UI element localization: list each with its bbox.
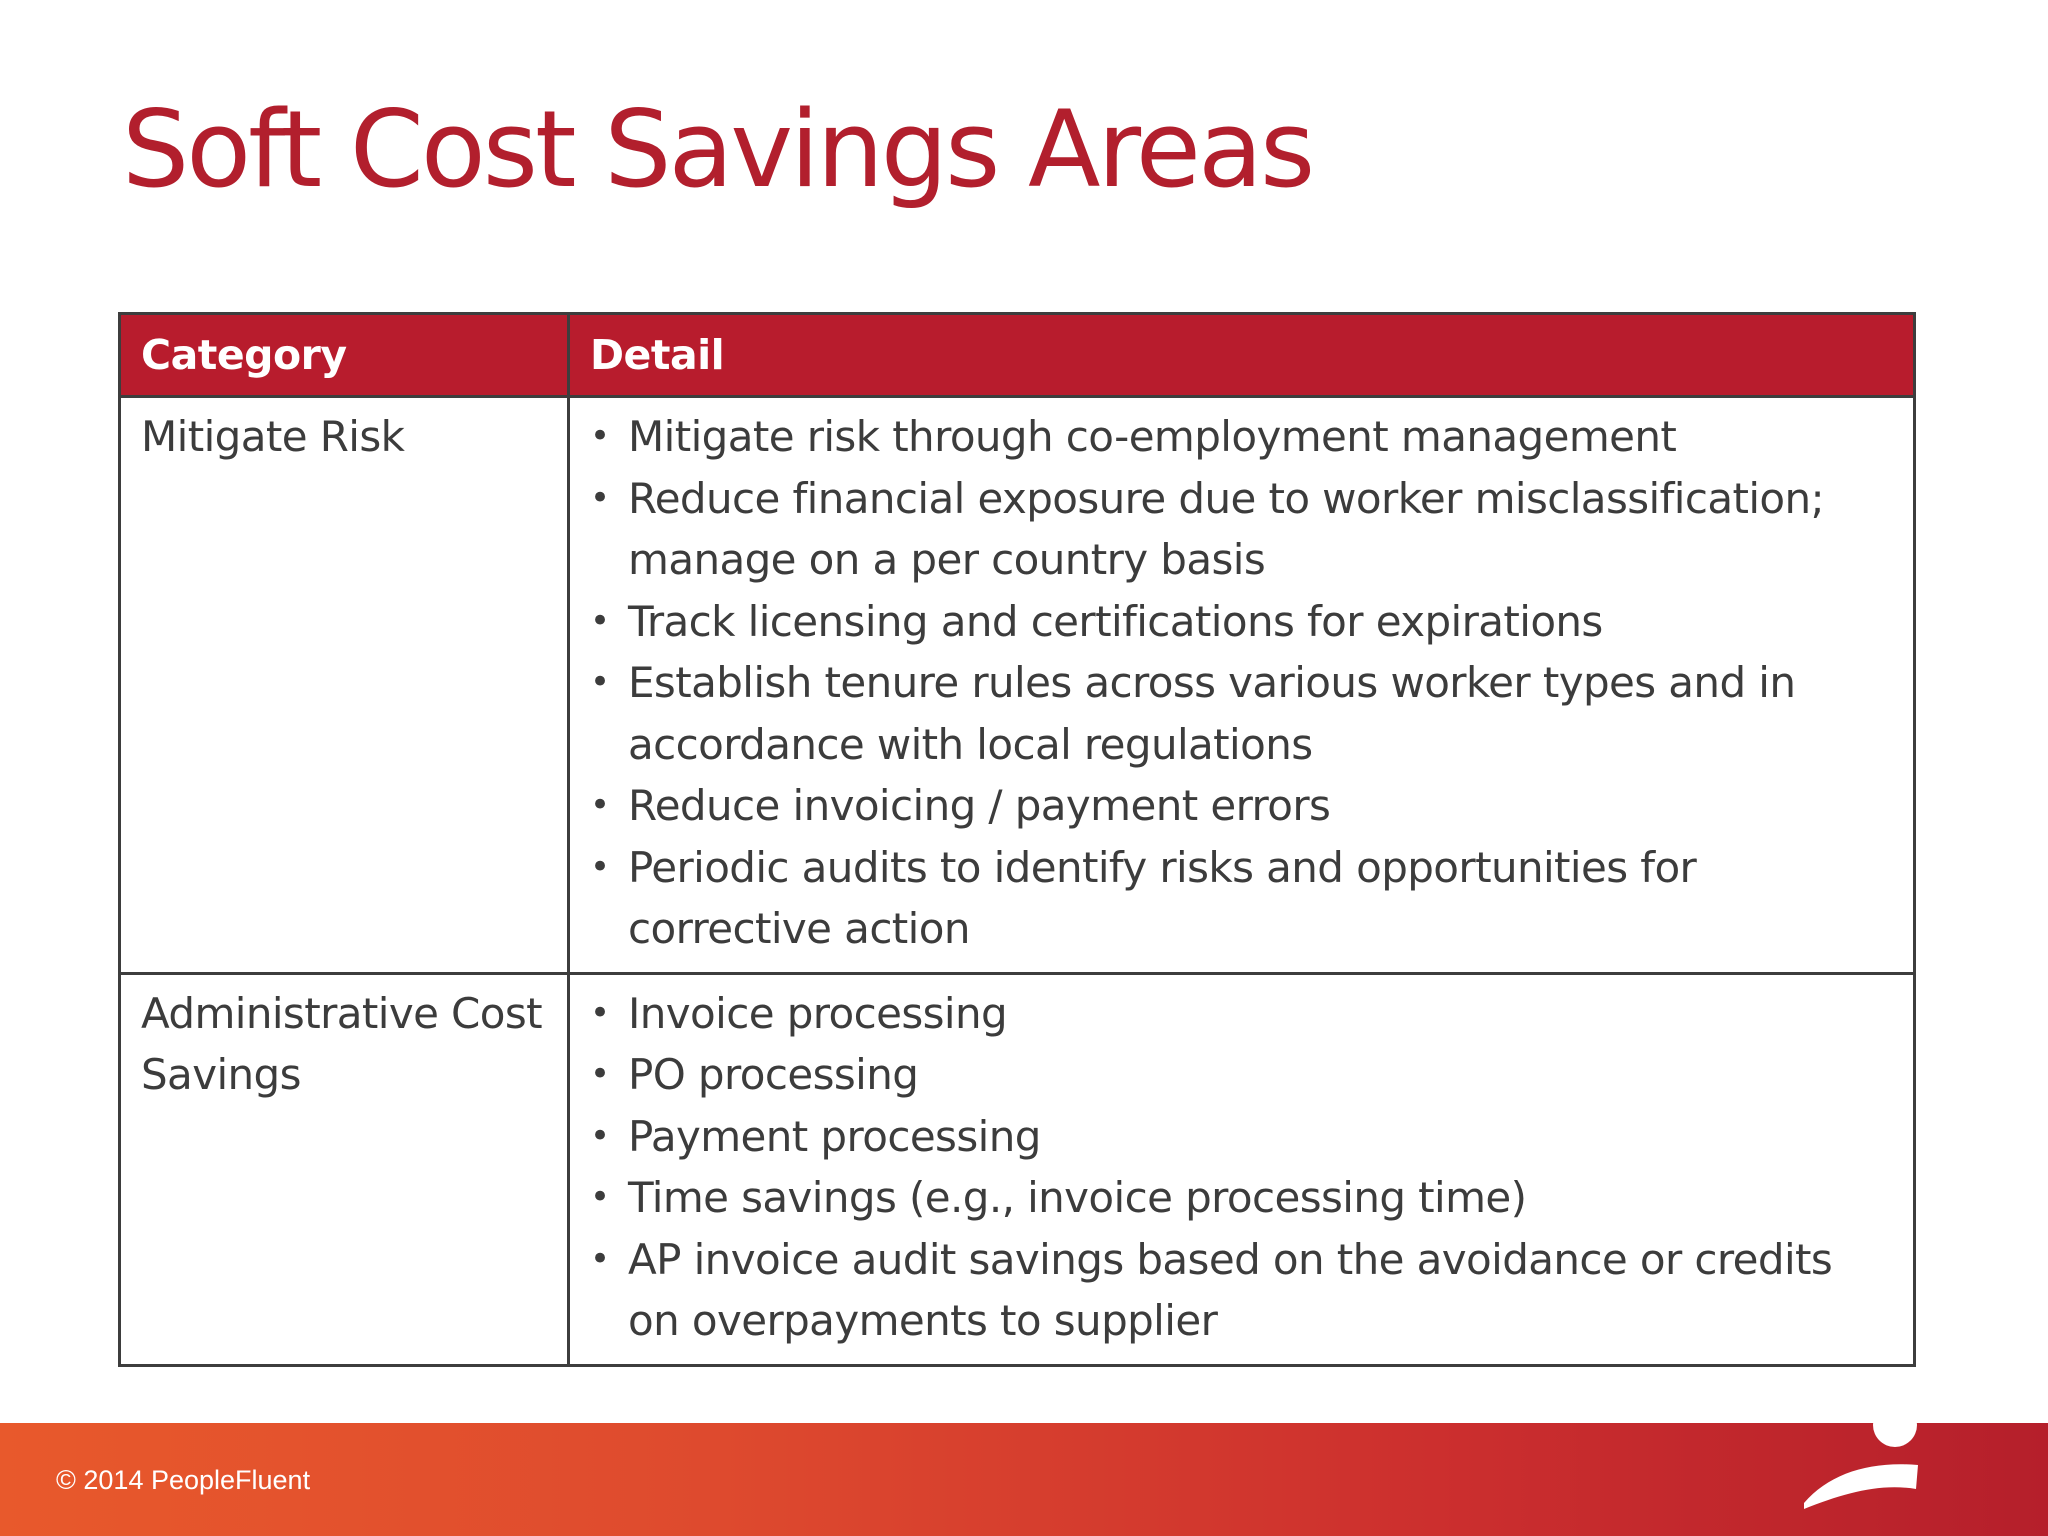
bullet-icon: • xyxy=(590,785,610,825)
bullet-icon: • xyxy=(590,1115,610,1156)
detail-cell xyxy=(569,397,1915,974)
detail-list xyxy=(590,983,1893,1352)
category-cell: Mitigate Risk xyxy=(120,397,569,974)
list-item xyxy=(590,775,1893,837)
list-item xyxy=(590,468,1893,591)
list-item xyxy=(590,406,1893,468)
bullet-icon: • xyxy=(590,1054,610,1094)
list-item-text: Invoice processing xyxy=(628,988,1008,1038)
list-item xyxy=(590,1229,1893,1352)
bullet-icon: • xyxy=(590,416,610,456)
footer-bar xyxy=(0,1423,2048,1536)
list-item-text: Mitigate risk through co-employment management xyxy=(628,412,1677,461)
list-item-text: Periodic audits to identify risks and opportunities for corrective action xyxy=(628,842,1697,953)
list-item xyxy=(590,1167,1893,1229)
header-category: Category xyxy=(120,314,569,397)
detail-cell xyxy=(569,973,1915,1365)
list-item-text: Time savings (e.g., invoice processing time) xyxy=(628,1173,1527,1222)
list-item-text: Establish tenure rules across various worker types and in accordance with local regulations xyxy=(628,658,1796,769)
bullet-icon: • xyxy=(590,1177,610,1217)
list-item xyxy=(590,652,1893,775)
table-row xyxy=(120,973,1915,1365)
table-header-row xyxy=(120,314,1915,397)
bullet-icon: • xyxy=(590,846,610,887)
peoplefluent-logo-icon xyxy=(1800,1403,1950,1523)
list-item-text: PO processing xyxy=(628,1050,919,1099)
list-item-text: Reduce financial exposure due to worker misclassification; manage on a per country basis xyxy=(628,473,1825,584)
list-item-text: Payment processing xyxy=(628,1111,1041,1161)
list-item xyxy=(590,1106,1893,1168)
slide-title: Soft Cost Savings Areas xyxy=(122,88,1313,211)
copyright-text: © 2014 PeopleFluent xyxy=(56,1465,311,1495)
savings-table xyxy=(118,312,1916,1367)
list-item xyxy=(590,591,1893,653)
bullet-icon: • xyxy=(590,477,610,518)
bullet-icon: • xyxy=(590,992,610,1033)
bullet-icon: • xyxy=(590,1238,610,1279)
table-row xyxy=(120,397,1915,974)
bullet-icon: • xyxy=(590,600,610,641)
detail-list xyxy=(590,406,1893,960)
list-item-text: AP invoice audit savings based on the avoidance or credits on overpayments to supplier xyxy=(628,1234,1833,1345)
header-detail: Detail xyxy=(569,314,1915,397)
list-item-text: Reduce invoicing / payment errors xyxy=(628,781,1331,830)
list-item-text: Track licensing and certifications for expirations xyxy=(628,596,1603,646)
list-item xyxy=(590,1044,1893,1106)
list-item xyxy=(590,837,1893,960)
list-item xyxy=(590,983,1893,1045)
category-cell: Administrative Cost Savings xyxy=(120,973,569,1365)
bullet-icon: • xyxy=(590,662,610,702)
